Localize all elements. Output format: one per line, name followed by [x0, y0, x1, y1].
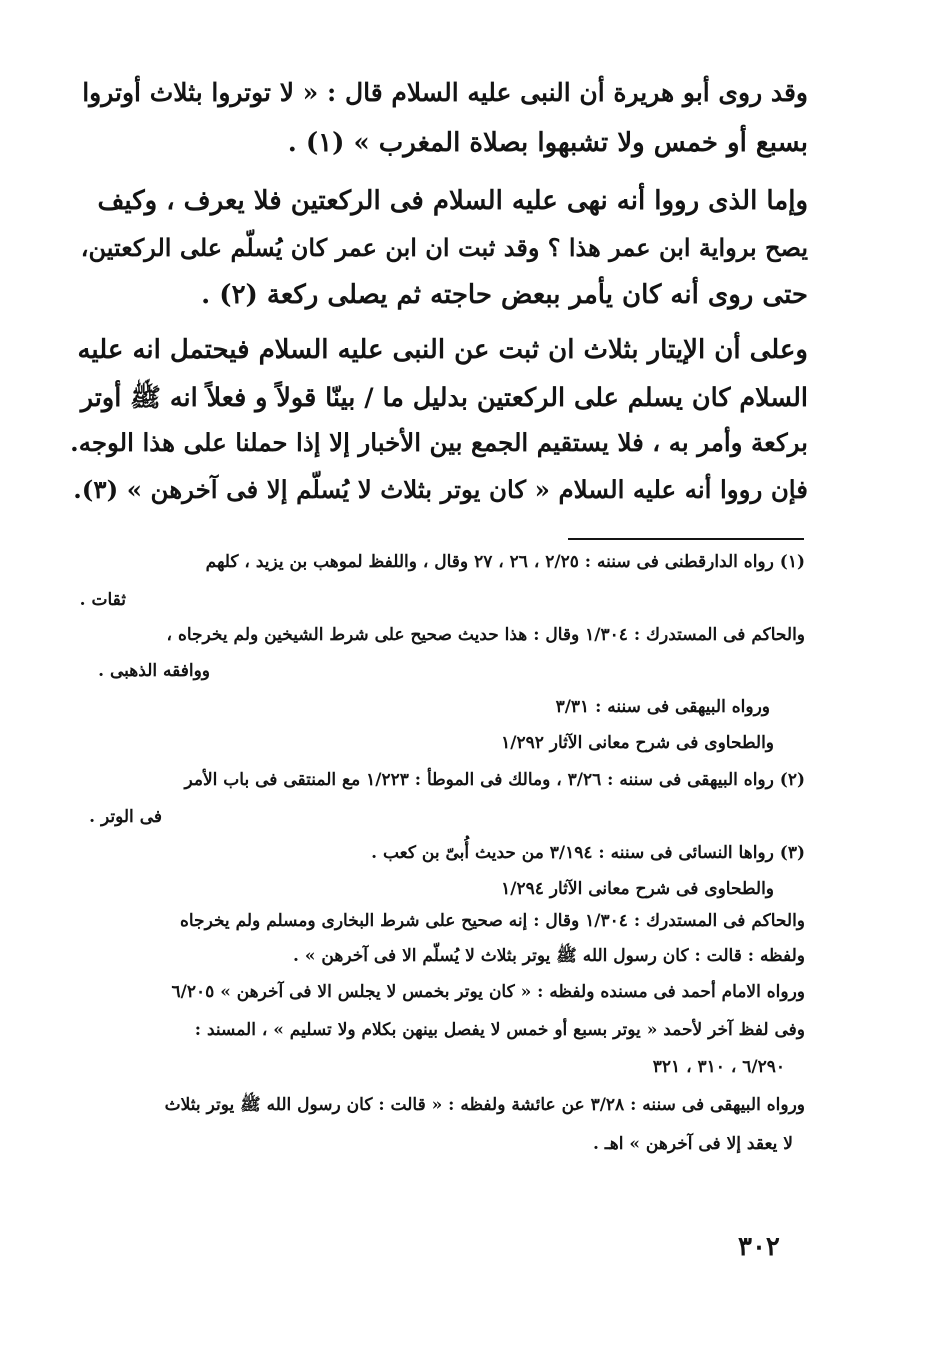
footnote-line: والطحاوى فى شرح معانى الآثار ١/٢٩٢ — [501, 733, 774, 753]
body-line: يصح برواية ابن عمر هذا ؟ وقد ثبت ان ابن عمر كان يُسلّم على الركعتين، — [80, 233, 808, 262]
body-line: وقد روى أبو هريرة أن النبى عليه السلام قال : « لا توتروا بثلاث أوتروا — [82, 78, 808, 107]
body-line: السلام كان يسلم على الركعتين بدليل ما / بينّا قولاً و فعلاً انه ﷺ أوتر — [80, 383, 808, 413]
footnote-line: (٢) رواه البيهقى فى سننه : ٣/٢٦ ، ومالك فى الموطأ : ١/٢٢٣ مع المنتقى فى باب الأمر — [184, 770, 805, 790]
body-line: بسبع أو خمس ولا تشبهوا بصلاة المغرب » (١) . — [287, 128, 808, 158]
footnote-line: ٦/٢٩٠ ، ٣١٠ ، ٣٢١ — [652, 1057, 785, 1077]
footnote-line: ثقات . — [79, 590, 126, 610]
footnote-line: ولفظه : قالت : كان رسول الله ﷺ يوتر بثلاث لا يُسلّم الا فى آخرهن » . — [293, 946, 805, 966]
footnote-line: (٣) رواها النسائى فى سننه : ٣/١٩٤ من حديث أُبىّ بن كعب . — [371, 843, 805, 863]
footnote-line: فى الوتر . — [89, 807, 162, 827]
footnote-line: وفى لفظ آخر لأحمد « يوتر بسبع أو خمس لا يفصل بينهن بكلام ولا تسليم » ، المسند : — [194, 1020, 805, 1040]
footnote-line: والطحاوى فى شرح معانى الآثار ١/٢٩٤ — [501, 879, 774, 899]
footnote-line: ورواه الامام أحمد فى مسنده ولفظه : « كان يوتر بخمس لا يجلس الا فى آخرهن » ٦/٢٠٥ — [171, 982, 805, 1002]
body-line: وإما الذى رووا أنه نهى عليه السلام فى الركعتين فلا يعرف ، وكيف — [97, 186, 808, 216]
footnote-line: (١) رواه الدارقطنى فى سننه : ٢/٢٥ ، ٢٦ ، ٢٧ وقال ، واللفظ لموهب بن يزيد ، كلهم — [205, 552, 805, 572]
page-number: ٣٠٢ — [738, 1232, 780, 1262]
footnote-line: ووافقه الذهبى . — [98, 661, 210, 681]
footnote-line: والحاكم فى المستدرك : ١/٣٠٤ وقال : إنه صحيح على شرط البخارى ومسلم ولم يخرجاه — [179, 911, 805, 931]
footnote-line: لا يعقد إلا فى آخرهن » اهـ . — [592, 1134, 793, 1154]
body-line: حتى روى أنه كان يأمر ببعض حاجته ثم يصلى ركعة (٢) . — [201, 280, 808, 310]
footnote-line: والحاكم فى المستدرك : ١/٣٠٤ وقال : هذا حديث صحيح على شرط الشيخين ولم يخرجاه ، — [166, 625, 805, 645]
footnote-separator — [568, 538, 804, 540]
body-line: بركعة وأمر به ، فلا يستقيم الجمع بين الأخبار إلا إذا حملنا على هذا الوجه. — [70, 428, 808, 457]
body-line: فإن رووا أنه عليه السلام « كان يوتر بثلاث لا يُسلّم إلا فى آخرهن » (٣). — [73, 475, 808, 504]
footnote-line: ورواه البيهقى فى سننه : ٣/٣١ — [555, 697, 770, 717]
body-line: وعلى أن الإيتار بثلاث ان ثبت عن النبى عليه السلام فيحتمل انه عليه — [77, 335, 808, 365]
footnote-line: ورواه البيهقى فى سننه : ٣/٢٨ عن عائشة ولفظه : « قالت : كان رسول الله ﷺ يوتر بثلاث — [164, 1095, 805, 1115]
